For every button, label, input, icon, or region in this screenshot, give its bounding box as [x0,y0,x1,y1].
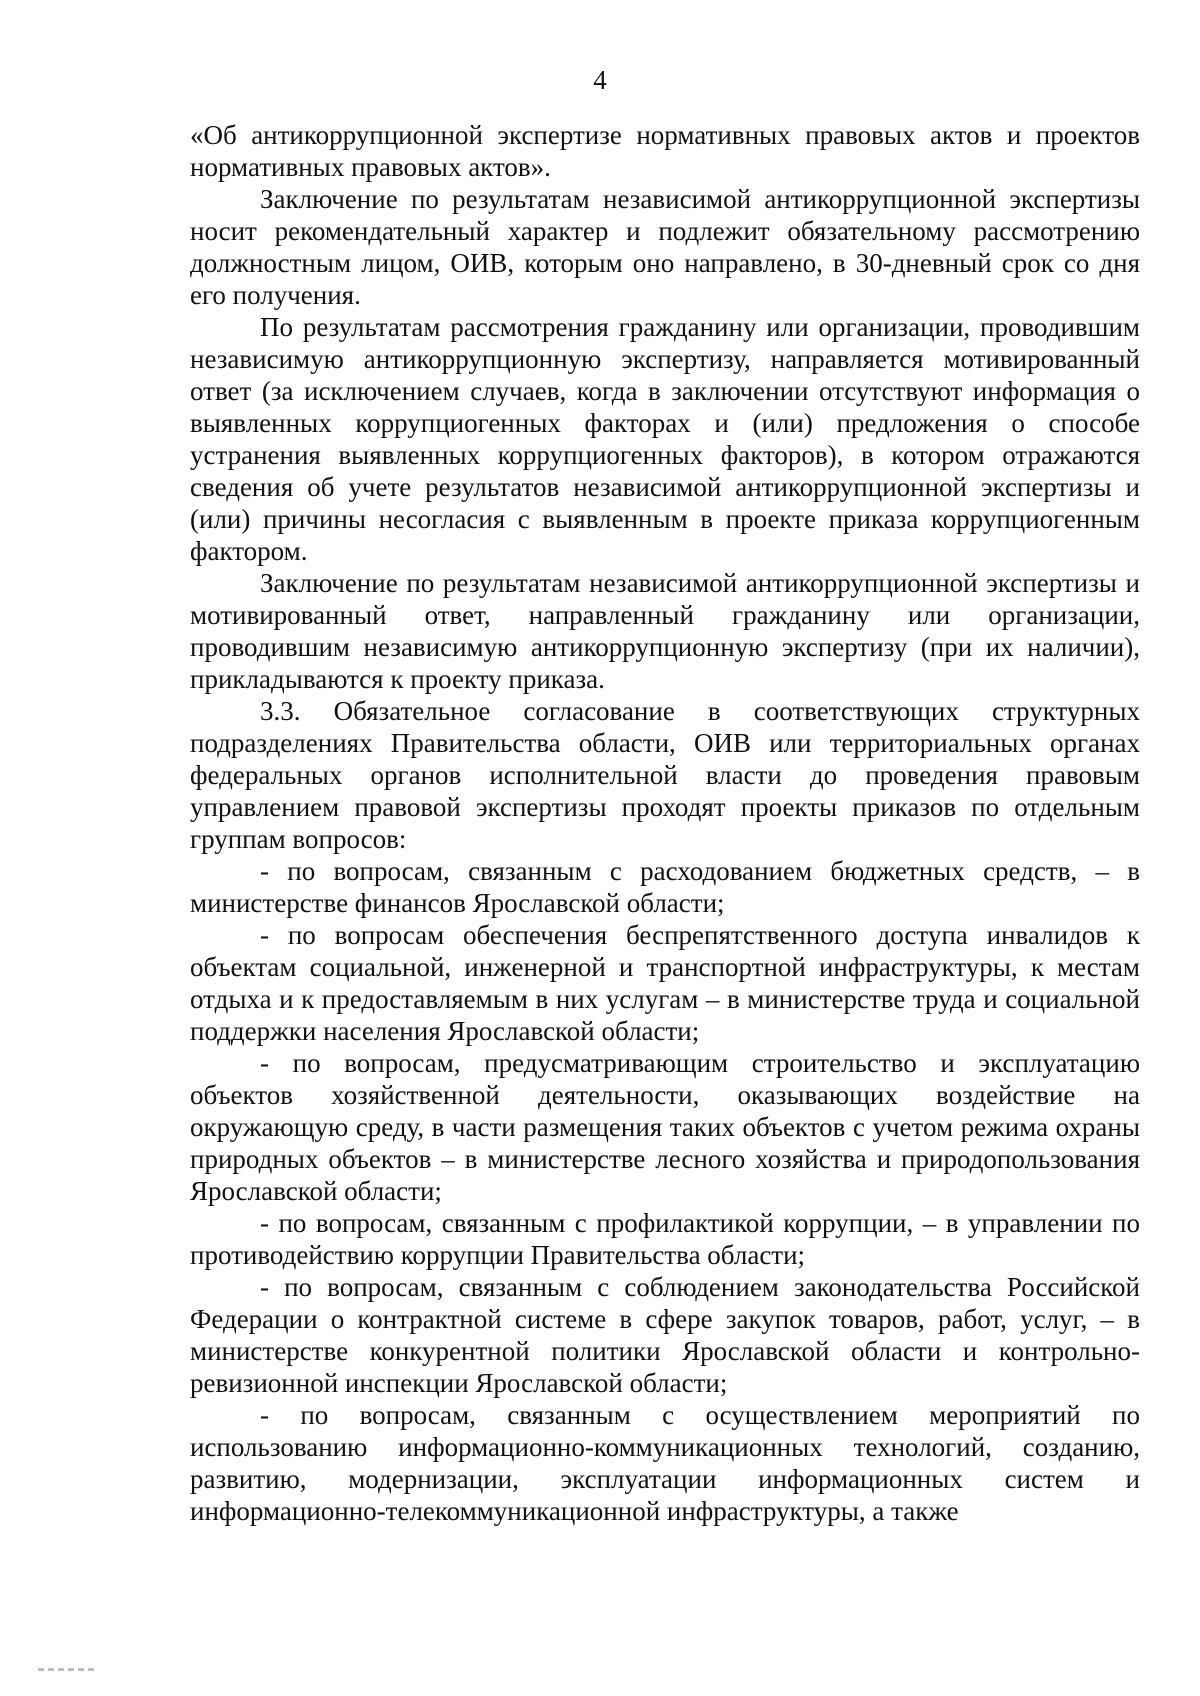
paragraph-conclusion-nature: Заключение по результатам независимой антикоррупционной экспертизы носит рекомендательный характер и подлежит обязательному рассмотрению должностным лицом, ОИВ, которым оно направлено, в 30-дневный срок со дня его получения. [190,184,1140,310]
list-item-anticorruption: - по вопросам, связанным с профилактикой коррупции, – в управлении по противодействию коррупции Правительства области; [190,1208,1140,1270]
list-item-environment: - по вопросам, предусматривающим строительство и эксплуатацию объектов хозяйственной деятельности, оказывающих воздействие на окружающую среду, в части размещения таких объектов с учетом режима охраны природных объектов – в министерстве лесного хозяйства и природопользования Ярославской области; [190,1048,1140,1206]
document-body [190,119,1140,1527]
paragraph-section-3-3: 3.3. Обязательное согласование в соответствующих структурных подразделениях Правительства области, ОИВ или территориальных органах федеральных органов исполнительной власти до проведения правовым управлением правовой экспертизы проходят проекты приказов по отдельным группам вопросов: [190,696,1140,854]
list-item-budget: - по вопросам, связанным с расходованием бюджетных средств, – в министерстве финансов Ярославской области; [190,856,1140,918]
scan-edge-mark [38,1668,98,1671]
list-item-accessibility: - по вопросам обеспечения беспрепятственного доступа инвалидов к объектам социальной, инженерной и транспортной инфраструктуры, к местам отдыха и к предоставляемым в них услугам – в министерстве труда и социальной поддержки населения Ярославской области; [190,920,1140,1046]
page-number: 4 [593,65,607,95]
paragraph-attachments: Заключение по результатам независимой антикоррупционной экспертизы и мотивированный ответ, направленный гражданину или организации, проводившим независимую антикоррупционную экспертизу (при их наличии), прикладываются к проекту приказа. [190,568,1140,694]
paragraph-continuation: «Об антикоррупционной экспертизе нормативных правовых актов и проектов нормативных правовых актов». [190,120,1140,182]
list-item-ict: - по вопросам, связанным с осуществлением мероприятий по использованию информационно-коммуникационных технологий, созданию, развитию, модернизации, эксплуатации информационных систем и информационно-телекоммуникационной инфраструктуры, а также [190,1400,1140,1526]
paragraph-motivated-response: По результатам рассмотрения гражданину или организации, проводившим независимую антикоррупционную экспертизу, направляется мотивированный ответ (за исключением случаев, когда в заключении отсутствуют информация о выявленных коррупциогенных факторах и (или) предложения о способе устранения выявленных коррупциогенных факторов), в котором отражаются сведения об учете результатов независимой антикоррупционной экспертизы и (или) причины несогласия с выявленным в проекте приказа коррупциогенным фактором. [190,312,1140,566]
list-item-procurement: - по вопросам, связанным с соблюдением законодательства Российской Федерации о контрактной системе в сфере закупок товаров, работ, услуг, – в министерстве конкурентной политики Ярославской области и контрольно-ревизионной инспекции Ярославской области; [190,1272,1140,1398]
